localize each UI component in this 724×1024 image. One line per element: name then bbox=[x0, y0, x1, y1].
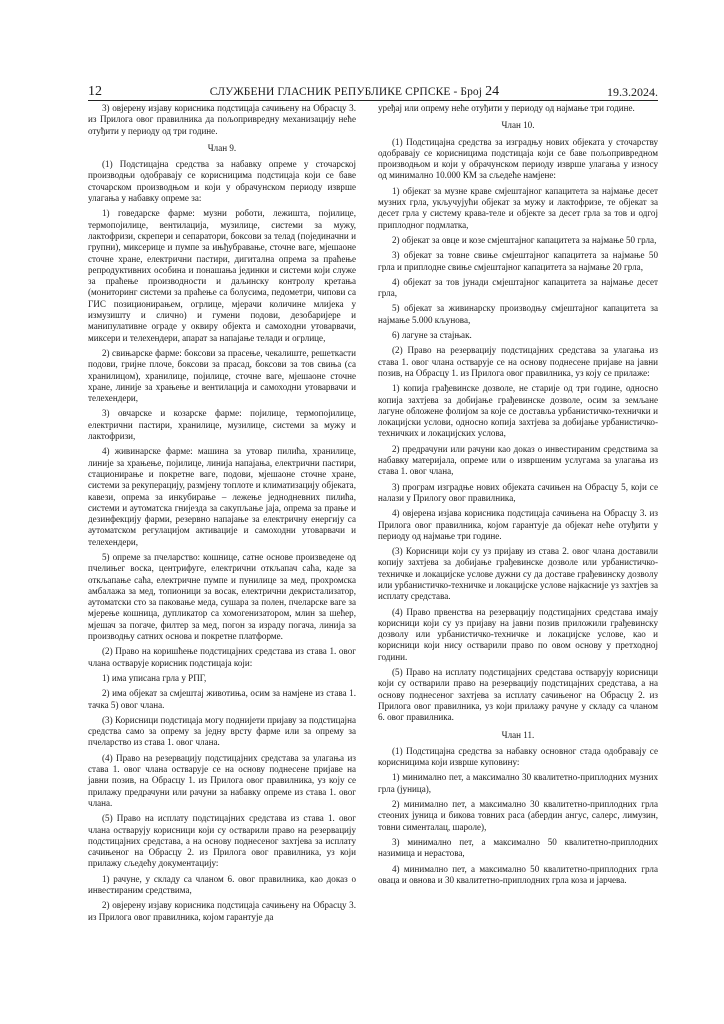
list-item: 2) објекат за овце и козе смјештајног капацитета за најмање 50 грла, bbox=[392, 234, 657, 245]
gazette-title bbox=[210, 84, 500, 100]
header-rule bbox=[88, 100, 658, 101]
list-item: 1) копија грађевинске дозволе, не старије од три године, односно копија захтјева за добијање грађевинске дозволе, осим за земљане лагуне обложене фолијом за које се доставља урбанистичко-технички и локацијски услови, односно копија захтјева за добијање урбанистичко-техничких и локацијских услова, bbox=[378, 383, 658, 439]
list-item: 1) има уписана грла у РПГ, bbox=[102, 672, 207, 683]
issue-date: 19.3.2024. bbox=[606, 85, 658, 99]
paragraph: уређај или опрему неће отуђити у периоду од најмање три године. bbox=[378, 103, 635, 113]
list-item: 6) лагуне за стајњак. bbox=[392, 330, 472, 341]
list-item: 5) опреме за пчеларство: кошнице, сатне основе произведене од пчелињег воска, центрифуге, електрични откљапач саћа, каде за откљапање саћа, електричне пумпе и пунилице за мед, прохромска амбалажа за мед, топионици за восак, електрични декристализатор, аутоматски сто за паковање меда, сушара за полен, пчеларске ваге за мјерење кошница, дупликатор са хомогенизатором, млин за шећер, мјешач за погаче, филтер за мед, погон за израду погача, линија за производњу сатних основа и покретне платформе. bbox=[88, 551, 356, 642]
list-item: 4) живинарске фарме: машина за утовар пилића, хранилице, линије за храњење, појилице, линија напајања, електрични пастири, стационирање и покретне ваге, подови, мјешаоне сточне хране, системи за рекуперацију, размјену топлоте и климатизацију објеката, кавези, опрема за инкубирање – лежење једнодневних пилића, системи и аутоматска гнијезда за сакупљање јаја, опрема за прање и дезинфекцију фарми, резервно напајање за електричну енергију са аутоматском регулацијом активације и самоходни утоварвачи и телехендери, bbox=[88, 446, 356, 547]
paragraph: (5) Право на исплату подстицајних средстава из става 1. овог члана остварују корисници који су остварили право на резервацију подстицајних средстава, а на основу поднесеног захтјева за исплату сачињеног на Обрасцу 2. из Прилога овог правилника, уз који прилажу сљедећу документацију: bbox=[88, 813, 356, 869]
list-item: 2) предрачуни или рачуни као доказ о инвестираним средствима за набавку материјала, опреме или о извршеним услугама за улагања из става 1. овог члана, bbox=[378, 443, 658, 477]
article-heading: Члан 9. bbox=[207, 142, 237, 153]
paragraph: (1) Подстицајна средства за набавку опреме у сточарској производњи одобравају се корисницима подстицаја који се баве сточарском производњом и који у обрачунском периоду изврше улагања у набавку опреме за: bbox=[88, 159, 356, 204]
left-column bbox=[88, 103, 356, 927]
paragraph: (4) Право првенства на резервацију подстицајних средстава имају корисници који су уз пријаву на јавни позив приложили грађевинску дозволу или урбанистичко-техничке и локацијске услове, као и корисници који нису остварили право по овом основу у претходној години. bbox=[378, 606, 658, 662]
list-item: 2) овјерену изјаву корисника подстицаја сачињену на Обрасцу 3. из Прилога овог правилника, којом гарантује да bbox=[88, 900, 356, 922]
list-item: 3) овчарске и козарске фарме: појилице, термопојилице, електрични пастири, хранилице, музилице, системи за мужу и лактофризи, bbox=[88, 408, 356, 442]
list-item: 1) говедарске фарме: музни роботи, лежишта, појилице, термопојилице, вентилација, музилице, системи за мужу, лактофризи, скрепери и сепаратори, боксови за телад (појединачни и групни), миксерице и пумпе за ињђубравање, сточне ваге, мјешаоне сточне хране, електрични пастири, дигитална опрема за праћење репродуктивних особина и понашања јединки и системи који служе за праћење производности и даљинску контролу кретања (мониторинг системи за праћење са болусима, педометри, чипови са ГИС позиционирањем, огрлице, мјерачи количине млијека у измузишту и слично) и гумени подови, дезобаријере и манипулативне ограде у оквиру објекта и самоходни утоварвачи, миксери и телехендери, апарат за напајање телади и огрлице, bbox=[88, 208, 356, 343]
issue-number: 24 bbox=[485, 84, 500, 99]
paragraph: (2) Право на коришћење подстицајних средстава из става 1. овог члана остварује корисник подстицаја који: bbox=[88, 646, 356, 668]
page-header bbox=[88, 80, 658, 100]
article-heading: Члан 11. bbox=[501, 729, 535, 740]
paragraph: (1) Подстицајна средства за набавку основног стада одобравају се корисницима који изврше куповину: bbox=[378, 745, 658, 768]
list-item: 4) овјерена изјава корисника подстицаја сачињена на Обрасцу 3. из Прилога овог правилника, којом гарантује да објекат неће отуђити у периоду од најмање три године. bbox=[378, 508, 658, 541]
article-heading: Члан 10. bbox=[501, 120, 535, 131]
right-column bbox=[378, 103, 658, 890]
list-item: 1) објекат за музне краве смјештајног капацитета за најмање десет музних грла, укључујући објекат за мужу и лактофризе, те објекат за десет грла у систему крава-теле и објекте за десет грла за тов и одгој приплодног подмлатка, bbox=[378, 185, 658, 230]
list-item: 2) свињарске фарме: боксови за прасење, чекалиште, решеткасти подови, гријне плоче, боксови за прасад, боксови за тов свиња (са хранилицом), хранилице, појилице, сточне ваге, мјешаоне сточне хране, линије за храњење и вентилација и самоходни утоварвачи и телехендери, bbox=[88, 347, 356, 404]
paragraph: (1) Подстицајна средства за изградњу нових објеката у сточарству одобравају се корисницима подстицаја који се баве пољопривредном производњом и који у обрачунском периоду изврше улагања у износу од минимално 10.000 КМ за сљедеће намјене: bbox=[378, 136, 658, 181]
list-item: 3) програм изградње нових објеката сачињен на Обрасцу 5, који се налази у Прилогу овог правилника, bbox=[378, 481, 658, 503]
list-item: 2) минимално пет, а максимално 30 квалитетно-приплодних грла стеоних јуница и бикова товних раса (абердин ангус, салерс, лимузин, товни сименталац, шароле), bbox=[378, 799, 658, 832]
list-item: 3) минимално пет, а максимално 50 квалитетно-приплодних назимица и нерастова, bbox=[378, 836, 658, 859]
list-item: 3) објекат за товне свиње смјештајног капацитета за најмање 50 грла и приплодне свиње смјештајног капацитета за најмање 20 грла, bbox=[378, 250, 658, 272]
paragraph: (3) Корисници подстицаја могу поднијети пријаву за подстицајна средства само за опрему за једну врсту фарме или за опрему за пчеларство из става 1. овог члана. bbox=[88, 714, 356, 748]
list-item: 1) рачуне, у складу са чланом 6. овог правилника, као доказ о инвестираним средствима, bbox=[88, 873, 356, 895]
list-item: 2) има објекат за смјештај животиња, осим за намјене из става 1. тачка 5) овог члана. bbox=[88, 688, 356, 710]
paragraph: (4) Право на резервацију подстицајних средстава за улагања из става 1. овог члана остварује се на основу поднесене пријаве на јавни позив, на Обрасцу 1. из Прилога овог правилника, уз коју се прилажу предрачуни или рачуни за набавку опреме из става 1. овог члана. bbox=[88, 752, 356, 808]
paragraph: (5) Право на исплату подстицајних средстава остварују корисници који су остварили право на резервацију подстицајних средстава, а на основу поднесеног захтјева за исплату сачињеног на Обрасцу 2. из Прилога овог правилника, уз који прилажу рачуне у складу са чланом 6. овог правилника. bbox=[378, 667, 658, 723]
list-item: 4) објекат за тов јунади смјештајног капацитета за најмање десет грла, bbox=[378, 276, 658, 299]
page-number: 12 bbox=[88, 84, 102, 99]
gazette-name: СЛУЖБЕНИ ГЛАСНИК РЕПУБЛИКЕ СРПСКЕ - Број bbox=[209, 86, 483, 98]
list-item: 3) овјерену изјаву корисника подстицаја сачињену на Обрасцу 3. из Прилога овог правилника да пољопривредну механизацију неће отуђити у периоду од три године. bbox=[88, 103, 356, 136]
list-item: 5) објекат за живинарску производњу смјештајног капацитета за најмање 5.000 кљунова, bbox=[378, 303, 658, 325]
paragraph: (2) Право на резервацију подстицајних средстава за улагања из става 1. овог члана остварује се на основу поднесене пријаве на јавни позив, на Обрасцу 1. из Прилога овог правилника, уз коју се прилаже: bbox=[378, 345, 658, 378]
list-item: 4) минимално пет, а максимално 50 квалитетно-приплодних грла оваца и овнова и 30 квалитетно-приплодних грла коза и јарчева. bbox=[378, 863, 658, 885]
list-item: 1) минимално пет, а максимално 30 квалитетно-приплодних музних грла (јуница), bbox=[378, 772, 658, 794]
paragraph: (3) Корисници који су уз пријаву из става 2. овог члана доставили копију захтјева за добијање грађевинске дозволе или урбанистичко-техничке и локацијске услове дужни су да доставе грађевинску дозволу или урбанистичко-техничке и локацијске услове најкасније уз захтјев за исплату средстава. bbox=[378, 546, 658, 602]
